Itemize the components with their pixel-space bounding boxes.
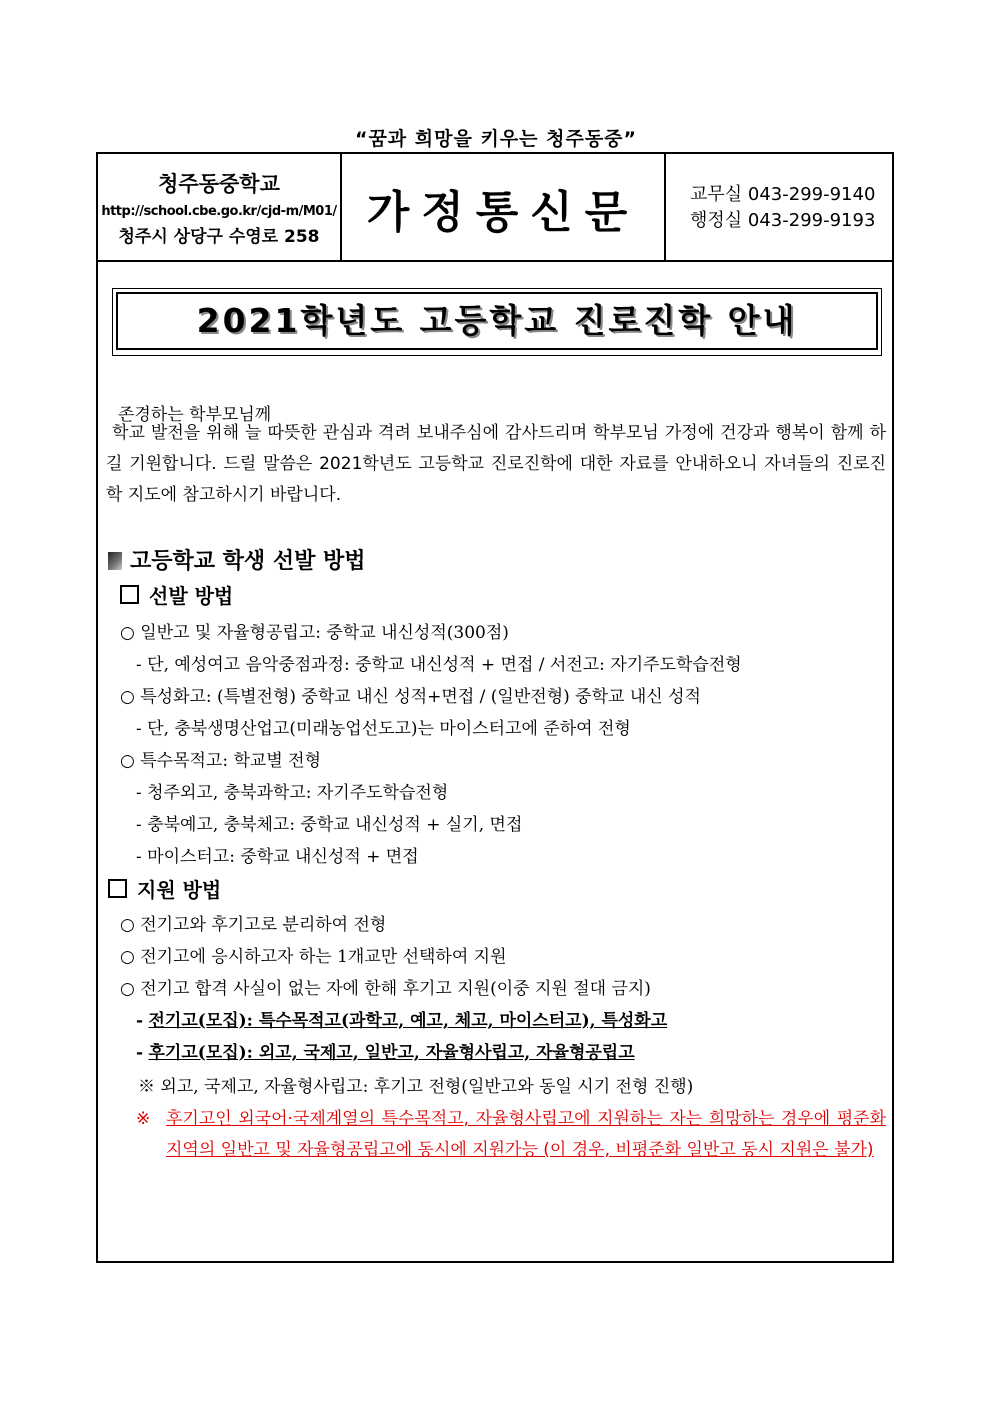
list-item: ○ 일반고 및 자율형공립고: 중학교 내신성적(300점) (120, 623, 509, 643)
dash-prefix: - (136, 1043, 144, 1063)
selection-heading (120, 580, 233, 609)
list-item: ○ 특성화고: (특별전형) 중학교 내신 성적+면접 / (일반전형) 중학교 내신 성적 (120, 687, 701, 707)
warning-text: 후기고인 외국어·국제계열의 특수목적고, 자율형사립고에 지원하는 자는 희망하는 경우에 평준화 지역의 일반고 및 자율형공립고에 동시에 지원가능 (이 경우, 비평준화 일반고 동시 지원은 불가) (166, 1109, 886, 1160)
selection-heading-text: 선발 방법 (149, 584, 234, 608)
greeting: 존경하는 학부모님께 (118, 405, 272, 425)
paper-title-cell (342, 154, 666, 260)
late-admission-line (136, 1038, 635, 1063)
contact-info (690, 182, 875, 234)
list-item: - 단, 예성여고 음악중점과정: 중학교 내신성적 + 면접 / 서전고: 자기주도학습전형 (136, 655, 742, 675)
checkbox-square-icon (108, 879, 127, 898)
school-url-link[interactable]: http://school.cbe.go.kr/cjd-m/M01/ (101, 204, 337, 219)
newsletter-frame (96, 152, 894, 1263)
early-admission-line (136, 1006, 667, 1031)
note-line: ※ 외고, 국제고, 자율형사립고: 후기고 전형(일반고와 동일 시기 전형 진행) (138, 1077, 694, 1097)
list-item: ○ 특수목적고: 학교별 전형 (120, 751, 321, 771)
late-admission-text: 후기고(모집): 외고, 국제고, 일반고, 자율형사립고, 자율형공립고 (148, 1043, 635, 1063)
section-bullet-icon (108, 552, 122, 570)
list-item: ○ 전기고 합격 사실이 없는 자에 한해 후기고 지원(이중 지원 절대 금지) (120, 979, 651, 999)
main-title-box (112, 288, 882, 356)
list-item: - 충북예고, 충북체고: 중학교 내신성적 + 실기, 면접 (136, 815, 523, 835)
early-admission-text: 전기고(모집): 특수목적고(과학고, 예고, 체고, 마이스터고), 특성화고 (148, 1011, 668, 1031)
main-title: 2021학년도 고등학교 진로진학 안내 (116, 292, 878, 350)
paper-title: 가정통신문 (366, 187, 640, 238)
section-title-text: 고등학교 학생 선발 방법 (130, 549, 366, 574)
school-info (98, 154, 342, 260)
application-heading-text: 지원 방법 (137, 878, 222, 902)
list-item: - 청주외고, 충북과학고: 자기주도학습전형 (136, 783, 449, 803)
contact-office-2: 행정실 043-299-9193 (690, 210, 876, 231)
newsletter-header (98, 154, 892, 262)
checkbox-square-icon (120, 585, 139, 604)
list-item: ○ 전기고와 후기고로 분리하여 전형 (120, 915, 387, 935)
list-item: - 단, 충북생명산업고(미래농업선도고)는 마이스터고에 준하여 전형 (136, 719, 631, 739)
list-item: ○ 전기고에 응시하고자 하는 1개교만 선택하여 지원 (120, 947, 507, 967)
application-heading (108, 874, 221, 903)
contact-office-1: 교무실 043-299-9140 (690, 184, 876, 205)
school-address: 청주시 상당구 수영로 258 (118, 227, 320, 247)
section-title (108, 544, 366, 575)
intro-paragraph (106, 418, 886, 511)
list-item: - 마이스터고: 중학교 내신성적 + 면접 (136, 847, 419, 867)
dash-prefix: - (136, 1011, 144, 1031)
school-motto: “꿈과 희망을 키우는 청주동중” (354, 128, 638, 150)
intro-text: 학교 발전을 위해 늘 따뜻한 관심과 격려 보내주심에 감사드리며 학부모님 가정에 건강과 행복이 함께 하길 기원합니다. 드릴 말씀은 2021학년도 고등학교 진로진학에 대한 자료를 안내하오니 자녀들의 진로진학 지도에 참고하시기 바랍니다. (106, 423, 886, 505)
school-name: 청주동중학교 (158, 172, 280, 196)
reference-mark: ※ (136, 1109, 151, 1129)
warning-note (136, 1104, 886, 1166)
